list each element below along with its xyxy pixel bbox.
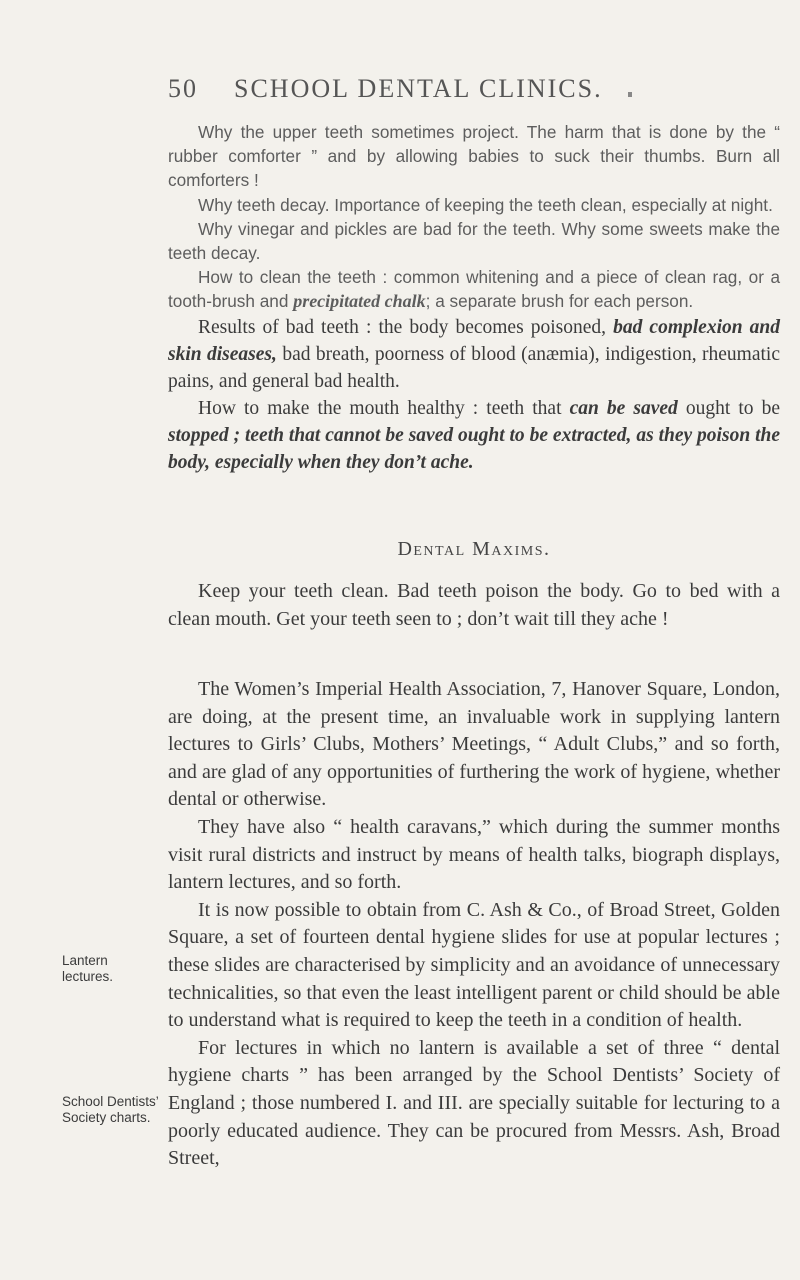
emphasis: can be saved [569, 397, 678, 419]
paragraph: How to make the mouth healthy : teeth that can be saved ought to be stopped ; teeth that cannot be saved ought to be extracted, as they poison the body, especially when they don’t ache. [168, 397, 780, 473]
paragraph: Why teeth decay. Importance of keeping the teeth clean, especially at night. [198, 194, 773, 215]
section-heading: Dental Maxims. [397, 538, 551, 560]
emphasis: stopped ; teeth that cannot be saved ought to be extracted, as they poison the body, especially when they don’t ache. [168, 424, 780, 473]
emphasis: precipitated chalk [293, 291, 426, 312]
body-text [168, 676, 780, 1173]
paragraph: They have also “ health caravans,” which during the summer months visit rural districts and instruct by means of health talks, biograph displays, lantern lectures, and so forth. [168, 815, 780, 894]
paragraph: The Women’s Imperial Health Association, 7, Hanover Square, London, are doing, at the present time, an invaluable work in supplying lantern lectures to Girls’ Clubs, Mothers’ Meetings, “ Adult Clubs,” and so forth, and are glad of any opportunities of furthering the work of hygiene, whether dental or otherwise. [168, 678, 780, 811]
paragraph: Keep your teeth clean. Bad teeth poison the body. Go to bed with a clean mouth. Get your teeth seen to ; don’t wait till they ache ! [168, 580, 780, 630]
lecture-topics [168, 120, 780, 476]
running-title: SCHOOL DENTAL CLINICS. [234, 74, 603, 103]
paragraph: It is now possible to obtain from C. Ash & Co., of Broad Street, Golden Square, a set of fourteen dental hygiene slides for use at popular lectures ; these slides are characterised by simplicity and an avoidance of unnecessary technicalities, so that even the least intelligent parent or child should be able to understand what is required to keep the teeth in a condition of health. [168, 898, 780, 1032]
paragraph: Results of bad teeth : the body becomes poisoned, bad complexion and skin diseases, bad breath, poorness of blood (anæmia), indigestion, rheumatic pains, and general bad health. [168, 316, 781, 392]
dental-maxims [168, 578, 780, 633]
paragraph: Why vinegar and pickles are bad for the teeth. Why some sweets make the teeth decay. [168, 218, 780, 264]
print-mark [628, 92, 632, 97]
margin-note-school: School Dentists’ Society charts. [62, 1094, 159, 1125]
emphasis: bad complexion and skin diseases, [168, 316, 781, 365]
page-number: 50 [168, 74, 198, 103]
running-header [168, 74, 648, 104]
paragraph: For lectures in which no lantern is available a set of three “ dental hygiene charts ” has been arranged by the School Dentists’ Society of England ; those numbered I. and III. are specially suitable for lecturing to a poorly educated audience. They can be procured from Messrs. Ash, Broad Street, [168, 1036, 780, 1170]
margin-note-lantern: Lantern lectures. [62, 953, 114, 984]
paragraph: Why the upper teeth sometimes project. The harm that is done by the “ rubber comforter ” and by allowing babies to suck their thumbs. Burn all comforters ! [168, 122, 780, 191]
paragraph: How to clean the teeth : common whitening and a piece of clean rag, or a tooth-brush and precipitated chalk; a separate brush for each person. [168, 267, 780, 312]
